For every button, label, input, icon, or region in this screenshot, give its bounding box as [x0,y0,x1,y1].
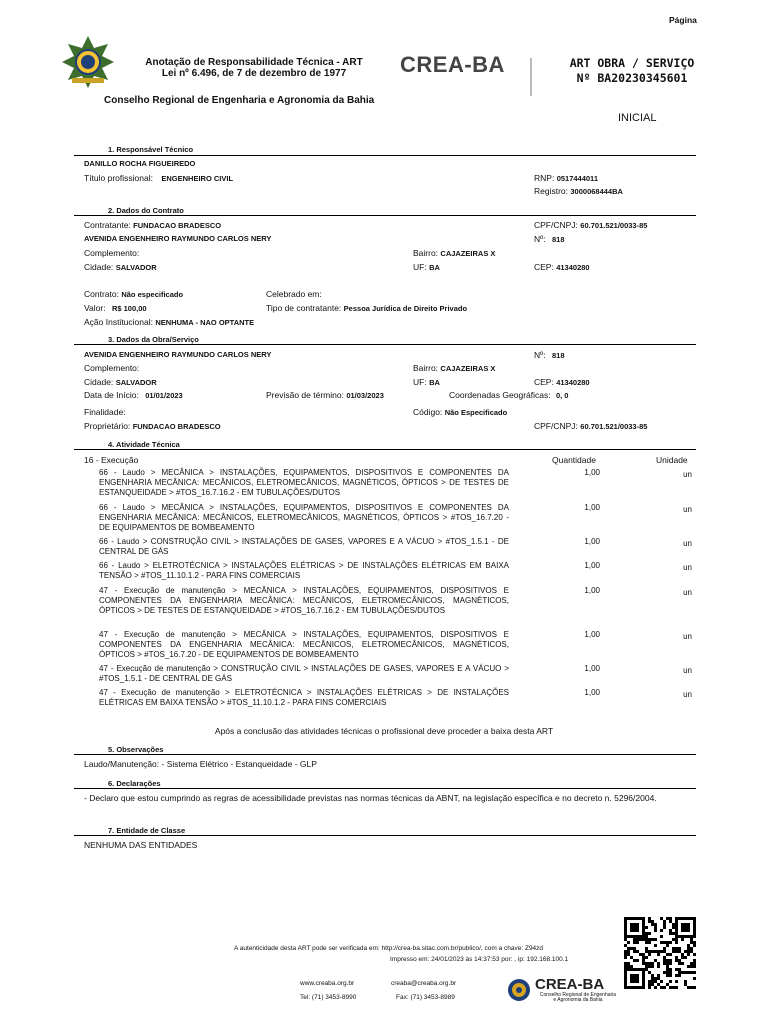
work-bairro [413,363,495,373]
title-block [124,57,384,79]
value: 41340280 [556,378,590,387]
section-5-rule [74,754,696,755]
art-type: ART OBRA / SERVIÇO [569,56,695,70]
doc-title: Anotação de Responsabilidade Técnica - ART [145,57,363,68]
label: CPF/CNPJ: [534,220,578,230]
proprietario [84,421,221,431]
value: 3000068444BA [570,187,623,196]
contract-complemento: Complemento: [84,248,140,258]
activity-text: 47 - Execução de manutenção > MECÂNICA > INSTALAÇÕES, EQUIPAMENTOS, DISPOSITIVOS E COMPONENTES DA ENGENHARIA MECÂNICA: MECÂNICOS, ELETROMECÂNICOS, MAGNÉTICOS, ÓPTICOS > DE TESTES DE ESTANQUEIDADE > #TOS_16.7.16.2 - EM TUBULAÇÕES/DUTOS [99,586,509,615]
label: Nº: [534,234,546,244]
value: CAJAZEIRAS X [440,364,496,373]
activity-unit: un [683,470,692,479]
value: BA [429,263,440,272]
activity-text: 47 - Execução de manutenção > MECÂNICA > INSTALAÇÕES, EQUIPAMENTOS, DISPOSITIVOS E COMPONENTES DA ENGENHARIA MECÂNICA: MECÂNICOS, ELETROMECÂNICOS, MAGNÉTICOS, ÓPTICOS > #TOS_16.7.20 - DE EQUIPAMENTOS DE BOMBEAMENTO [99,630,509,659]
crea-seal-icon [507,978,531,1002]
label: CEP: [534,262,554,272]
label: UF: [413,377,427,387]
brand-sub-line: e Agronomia da Bahia [553,997,603,1003]
value: CAJAZEIRAS X [440,249,496,258]
activity-qty: 1,00 [584,630,600,639]
label: Bairro: [413,248,439,258]
contract-address: AVENIDA ENGENHEIRO RAYMUNDO CARLOS NERY [84,234,272,243]
work-cep [534,377,590,387]
section-4-title: 4. Atividade Técnica [108,440,180,449]
value: FUNDACAO BRADESCO [133,221,222,230]
section-1-title: 1. Responsável Técnico [108,145,194,154]
label: Bairro: [413,363,439,373]
activity-qty: 1,00 [584,537,600,546]
label: Código: [413,407,443,417]
label: CEP: [534,377,554,387]
contract-number [534,234,565,244]
art-id-block [552,56,712,86]
work-address: AVENIDA ENGENHEIRO RAYMUNDO CARLOS NERY [84,350,272,359]
col-unidade: Unidade [656,455,688,465]
section-6-title: 6. Declarações [108,779,161,788]
label: Nº: [534,350,546,360]
work-complemento: Complemento: [84,363,140,373]
work-number [534,350,565,360]
section-7-rule [74,835,696,836]
activity-qty: 1,00 [584,688,600,697]
activity-text: 66 - Laudo > ELETROTÉCNICA > INSTALAÇÕES ELÉTRICAS > DE INSTALAÇÕES ELÉTRICAS EM BAIXA TENSÃO > #TOS_11.10.1.2 - PARA FINS COMERCIAIS [99,561,509,580]
contract-uf [413,262,440,272]
contratante [84,220,221,230]
activity-unit: un [683,690,692,699]
section-2-rule [74,215,696,216]
activity-text: 47 - Execução de manutenção > ELETROTÉCNICA > INSTALAÇÕES ELÉTRICAS > DE INSTALAÇÕES ELÉTRICAS EM BAIXA TENSÃO > #TOS_11.10.1.2 - PARA FINS COMERCIAIS [99,688,509,707]
label: Proprietário: [84,421,131,431]
activity-note: Após a conclusão das atividades técnicas o profissional deve proceder a baixa desta ART [214,726,554,736]
footer-brand: CREA-BA [535,976,605,993]
activity-unit: un [683,632,692,641]
value: SALVADOR [115,378,157,387]
celebrado-em: Celebrado em: [266,289,322,299]
activity-text: 66 - Laudo > CONSTRUÇÃO CIVIL > INSTALAÇÕES DE GASES, VAPORES E A VÁCUO > #TOS_1.5.1 - DE CENTRAL DE GÁS [99,537,509,556]
proprietario-cnpj [534,421,647,431]
value: Não especificado [121,290,184,299]
tipo-contratante [266,303,467,313]
section-2-title: 2. Dados do Contrato [108,206,184,215]
section-7-title: 7. Entidade de Classe [108,826,186,835]
value: Pessoa Jurídica de Direito Privado [343,304,468,313]
activity-qty: 1,00 [584,503,600,512]
activity-qty: 1,00 [584,468,600,477]
section-5-title: 5. Observações [108,745,164,754]
value: 01/03/2023 [346,391,384,400]
contract-valor [84,303,147,313]
registro [534,186,623,196]
activity-text: 47 - Execução de manutenção > CONSTRUÇÃO CIVIL > INSTALAÇÕES DE GASES, VAPORES E A VÁCUO > #TOS_1.5.1 - DE CENTRAL DE GÁS [99,664,509,683]
value: 41340280 [556,263,590,272]
activity-unit: un [683,505,692,514]
activity-unit: un [683,666,692,675]
contrato [84,289,183,299]
label: Contrato: [84,289,119,299]
activity-text: 66 - Laudo > MECÂNICA > INSTALAÇÕES, EQUIPAMENTOS, DISPOSITIVOS E COMPONENTES DA ENGENHARIA MECÂNICA: MECÂNICOS, ELETROMECÂNICOS, MAGNÉTICOS, ÓPTICOS > #TOS_16.7.20 - DE EQUIPAMENTOS DE BOMBEAMENTO [99,503,509,532]
acao-institucional [84,317,254,327]
brand-sub-line: Conselho Regional de Engenharia [539,992,617,998]
work-cidade [84,377,157,387]
professional-title [84,173,233,183]
footer-brand-sub [538,993,618,1003]
label: UF: [413,262,427,272]
activity-unit: un [683,588,692,597]
value: 0, 0 [555,391,569,400]
value: 60.701.521/0033-85 [580,422,648,431]
activity-text: 66 - Laudo > MECÂNICA > INSTALAÇÕES, EQUIPAMENTOS, DISPOSITIVOS E COMPONENTES DA ENGENHARIA MECÂNICA: MECÂNICOS, ELETROMECÂNICOS, MAGNÉTICOS, ÓPTICOS > DE TESTES DE ESTANQUEIDADE > #TOS_16.7.16.2 - EM TUBULAÇÕES/DUTOS [99,468,509,497]
value: FUNDACAO BRADESCO [132,422,221,431]
activity-group: 16 - Execução [84,455,139,465]
section-3-rule [74,344,696,345]
contract-cep [534,262,590,272]
law-reference: Lei nº 6.496, de 7 de dezembro de 1977 [161,68,347,79]
label: Cidade: [84,262,114,272]
section-3-title: 3. Dados da Obra/Serviço [108,335,199,344]
value: Não Especificado [444,408,508,417]
email-link[interactable]: creaba@creaba.org.br [391,980,457,987]
rnp [534,173,598,183]
label: Título profissional: [84,173,153,183]
label: Registro: [534,186,569,196]
data-inicio [84,390,183,400]
label: Valor: [84,303,106,313]
phone-text: Tel: (71) 3453-8990 [300,994,357,1001]
label: Contratante: [84,220,131,230]
header-divider [530,58,532,96]
codigo [413,407,507,417]
label: Data de Início: [84,390,139,400]
activity-unit: un [683,563,692,572]
coordenadas [449,390,568,400]
contract-bairro [413,248,495,258]
previsao-termino [266,390,384,400]
fax-text: Fax: (71) 3453-8989 [396,994,455,1001]
section-1-rule [74,155,696,156]
col-quantidade: Quantidade [552,455,596,465]
contratante-cnpj [534,220,647,230]
value: BA [429,378,440,387]
site-link[interactable]: www.creaba.org.br [300,980,355,987]
printed-text: Impresso em: 24/01/2023 às 14:37:53 por: , ip: 192.168.100.1 [390,956,569,963]
value: SALVADOR [115,263,157,272]
auth-text: A autenticidade desta ART pode ser verificada em: http://crea-ba.sitac.com.br/publico/, com a chave: Z94zd [234,945,544,952]
entidade-text: NENHUMA DAS ENTIDADES [84,840,198,850]
activity-unit: un [683,539,692,548]
label: Coordenadas Geográficas: [449,390,551,400]
art-status: INICIAL [618,112,657,124]
value: 818 [551,235,565,244]
section-6-rule [74,788,696,789]
qr-code-icon [624,917,696,989]
council-name: Conselho Regional de Engenharia e Agronomia da Bahia [104,95,375,106]
label: Ação Institucional: [84,317,153,327]
section-4-rule [74,449,696,450]
art-number: Nº BA20230345601 [576,71,688,85]
activity-qty: 1,00 [584,664,600,673]
professional-name: DANILLO ROCHA FIGUEIREDO [84,159,196,168]
brand-title: CREA-BA [400,52,505,77]
value: ENGENHEIRO CIVIL [161,174,234,183]
observacoes-text: Laudo/Manutenção: - Sistema Elétrico - Estanqueidade - GLP [84,759,317,769]
value: 818 [551,351,565,360]
activity-qty: 1,00 [584,561,600,570]
finalidade: Finalidade: [84,407,126,417]
label: Cidade: [84,377,114,387]
declaracoes-text: - Declaro que estou cumprindo as regras de acessibilidade previstas nas normas técnicas da ABNT, na legislação específica e no decreto n. 5296/2004. [84,793,657,803]
work-uf [413,377,440,387]
label: CPF/CNPJ: [534,421,578,431]
value: 60.701.521/0033-85 [580,221,648,230]
brazil-coat-of-arms-icon [58,34,118,90]
label: Tipo de contratante: [266,303,342,313]
label: Previsão de término: [266,390,344,400]
page-label: Página [669,15,697,25]
value: 0517444011 [556,174,598,183]
value: 01/01/2023 [145,391,183,400]
activity-qty: 1,00 [584,586,600,595]
contract-cidade [84,262,157,272]
value: NENHUMA - NAO OPTANTE [155,318,255,327]
label: RNP: [534,173,555,183]
value: R$ 100,00 [111,304,147,313]
